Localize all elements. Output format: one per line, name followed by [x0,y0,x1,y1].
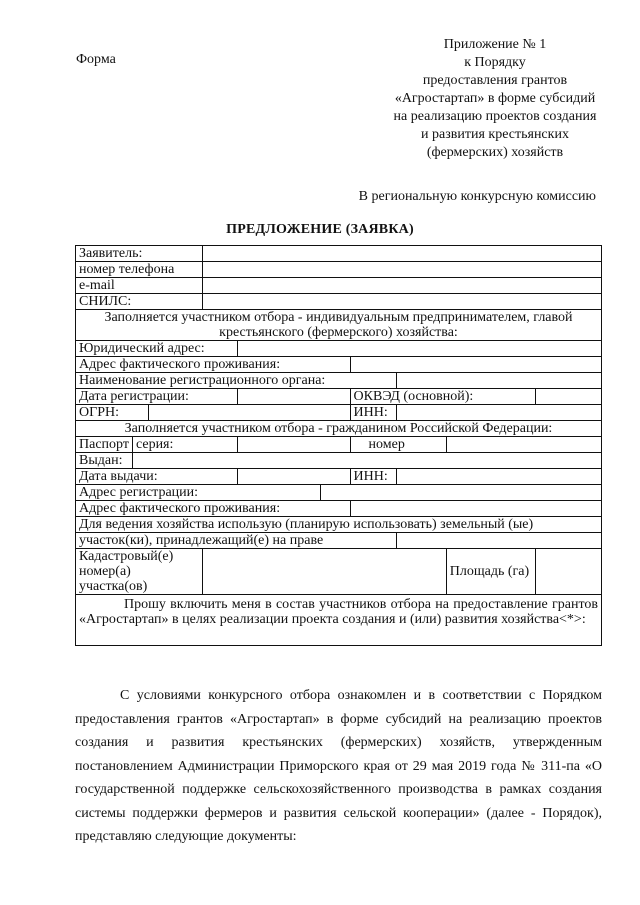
reg-date-field[interactable] [237,389,350,405]
area-label: Площадь (га) [446,549,535,595]
application-form-table [75,245,602,646]
appendix-line: «Агростартап» в форме субсидий [394,91,596,106]
appendix-line: (фермерских) хозяйств [426,145,564,160]
request-text: Прошу включить меня в состав участников отбора на предоставление грантов «Агростартап» в целях реализации проекта создания и (или) развития хозяйства<*>: [76,595,602,646]
appendix-line: предоставления грантов [422,73,568,88]
number-field[interactable] [446,437,601,453]
applicant-field[interactable] [203,246,602,262]
issued-field[interactable] [132,453,601,469]
appendix-block [350,36,640,162]
land-line-2: участок(ки), принадлежащий(е) на праве [76,533,397,549]
ogrn-field[interactable] [148,405,350,421]
land-line-1: Для ведения хозяйства использую (планирую использовать) земельный (ые) [76,517,602,533]
legal-address-label: Юридический адрес: [76,341,238,357]
appendix-line: Приложение № 1 [443,37,547,52]
land-right-field[interactable] [397,533,602,549]
inn-citizen-field[interactable] [397,469,602,485]
area-field[interactable] [536,549,602,595]
reg-authority-field[interactable] [397,373,602,389]
inn-ip-label: ИНН: [350,405,397,421]
addressee: В региональную конкурсную комиссию [358,189,596,204]
cadastral-field[interactable] [203,549,446,595]
appendix-line: и развития крестьянских [421,127,569,142]
issue-date-label: Дата выдачи: [76,469,238,485]
ogrn-label: ОГРН: [76,405,149,421]
number-label: номер [350,437,446,453]
email-field[interactable] [203,278,602,294]
okved-label: ОКВЭД (основной): [350,389,536,405]
body-text: С условиями конкурсного отбора ознакомлен и в соответствии с Порядком предоставления грантов «Агростартап» в форме субсидий на реализацию проектов создания и развития крестьянских (фермерских) хозяйств, утвержденным постановлением Администрации Приморского края от 29 мая 2019 года № 311-па «О государственной поддержке сельскохозяйственного производства в рамках создания системы поддержки фермеров и развития сельской кооперации» (далее - Порядок), представляю следующие документы: [75,688,602,844]
reg-date-label: Дата регистрации: [76,389,238,405]
issued-label: Выдан: [76,453,133,469]
reg-address-label: Адрес регистрации: [76,485,321,501]
form-label: Форма [76,52,116,67]
inn-ip-field[interactable] [397,405,602,421]
applicant-label: Заявитель: [76,246,203,262]
ip-section-header: Заполняется участником отбора - индивидуальным предпринимателем, главой крестьянского (фермерского) хозяйства: [76,310,602,341]
phone-field[interactable] [203,262,602,278]
series-field[interactable] [237,437,350,453]
actual-address-citizen-field[interactable] [350,501,601,517]
reg-authority-label: Наименование регистрационного органа: [76,373,397,389]
page-title: ПРЕДЛОЖЕНИЕ (ЗАЯВКА) [226,222,414,237]
appendix-line: на реализацию проектов создания [393,109,597,124]
email-label: e-mail [76,278,203,294]
actual-address-ip-label: Адрес фактического проживания: [76,357,351,373]
actual-address-citizen-label: Адрес фактического проживания: [76,501,351,517]
okved-field[interactable] [536,389,602,405]
issue-date-field[interactable] [237,469,350,485]
reg-address-field[interactable] [321,485,602,501]
citizen-section-header: Заполняется участником отбора - гражданином Российской Федерации: [76,421,602,437]
passport-label: Паспорт [76,437,133,453]
snils-field[interactable] [203,294,602,310]
phone-label: номер телефона [76,262,203,278]
actual-address-ip-field[interactable] [350,357,601,373]
appendix-line: к Порядку [464,55,526,70]
series-label: серия: [132,437,237,453]
legal-address-field[interactable] [237,341,601,357]
body-paragraph [75,684,602,849]
cadastral-label: Кадастровый(е) номер(а) участка(ов) [76,549,203,595]
snils-label: СНИЛС: [76,294,203,310]
inn-citizen-label: ИНН: [350,469,397,485]
